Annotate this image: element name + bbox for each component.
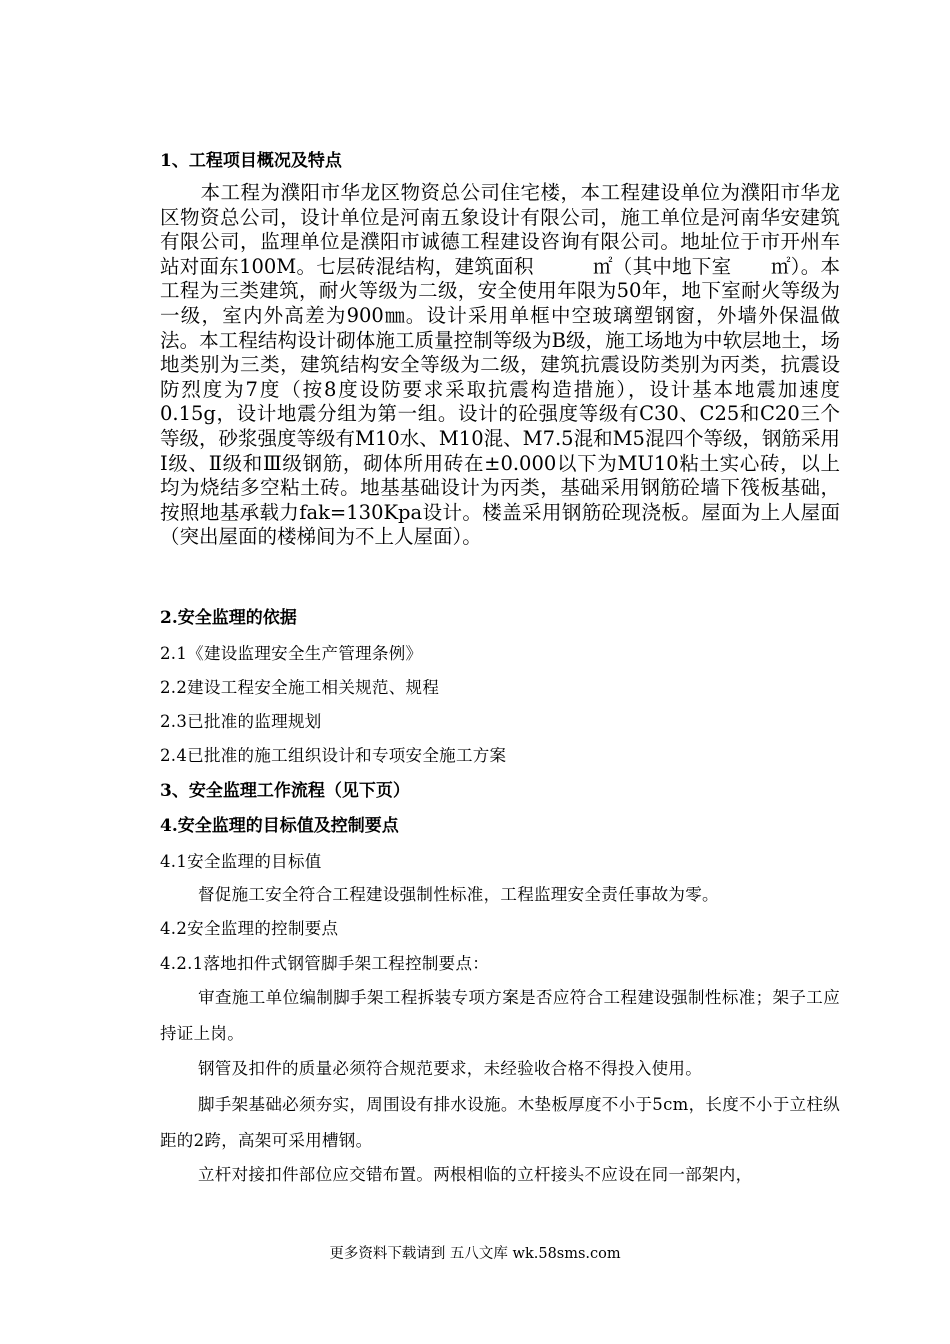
scaffold-foundation-text: 脚手架基础必须夯实，周围设有排水设施。木垫板厚度不小于5cm，长度不小于立柱纵距的2跨，高架可采用槽钢。	[160, 1095, 840, 1150]
item-4-2-1: 4.2.1落地扣件式钢管脚手架工程控制要点：	[160, 954, 490, 973]
overview-paragraph	[160, 181, 840, 550]
heading-targets: 4.安全监理的目标值及控制要点	[160, 816, 399, 836]
goal-text: 督促施工安全符合工程建设强制性标准，工程监理安全责任事故为零。	[198, 885, 719, 904]
pole-joint-text: 立杆对接扣件部位应交错布置。两根相临的立杆接头不应设在同一部架内，	[198, 1165, 753, 1184]
pipe-quality-text: 钢管及扣件的质量必须符合规范要求，未经验收合格不得投入使用。	[198, 1059, 702, 1078]
heading-workflow: 3、安全监理工作流程（见下页）	[160, 781, 410, 801]
overview-text: 本工程为濮阳市华龙区物资总公司住宅楼，本工程建设单位为濮阳市华龙区物资总公司，设计单位是河南五象设计有限公司，施工单位是河南华安建筑有限公司，监理单位是濮阳市诚德工程建设咨询有限公司。地址位于市开州车站对面东100M。七层砖混结构，建筑面积 ㎡（其中地下室 ㎡）。本工程为三类建筑，耐火等级为二级，安全使用年限为50年，地下室耐火等级为一级，室内外高差为900㎜。设计采用单框中空玻璃塑钢窗，外墙外保温做法。本工程结构设计砌体施工质量控制等级为B级，施工场地为中软层地土，场地类别为三类，建筑结构安全等级为二级，建筑抗震设防类别为丙类，抗震设防烈度为7度（按8度设防要求采取抗震构造措施），设计基本地震加速度0.15g，设计地震分组为第一组。设计的砼强度等级有C30、C25和C20三个等级，砂浆强度等级有M10水、M10混、M7.5混和M5混四个等级，钢筋采用Ⅰ级、Ⅱ级和Ⅲ级钢筋，砌体所用砖在±0.000以下为MU10粘土实心砖，以上均为烧结多空粘土砖。地基基础设计为丙类，基础采用钢筋砼墙下筏板基础，按照地基承载力fak=130Kpa设计。楼盖采用钢筋砼现浇板。屋面为上人屋面（突出屋面的楼梯间为不上人屋面）。	[160, 181, 840, 549]
item-4-2: 4.2安全监理的控制要点	[160, 919, 339, 938]
item-2-1: 2.1《建设监理安全生产管理条例》	[160, 644, 423, 663]
heading-basis: 2.安全监理的依据	[160, 608, 297, 628]
item-2-2: 2.2建设工程安全施工相关规范、规程	[160, 678, 440, 697]
scaffold-foundation-paragraph	[160, 1087, 840, 1159]
heading-project-overview: 1、工程项目概况及特点	[160, 151, 342, 171]
item-2-3: 2.3已批准的监理规划	[160, 712, 322, 731]
item-2-4: 2.4已批准的施工组织设计和专项安全施工方案	[160, 746, 507, 765]
footer-source-note: 更多资料下载请到 五八文库 wk.58sms.com	[329, 1246, 621, 1262]
scaffold-plan-text: 审查施工单位编制脚手架工程拆装专项方案是否应符合工程建设强制性标准；架子工应持证上岗。	[160, 988, 840, 1043]
item-4-1: 4.1安全监理的目标值	[160, 852, 322, 871]
scaffold-plan-paragraph	[160, 980, 840, 1052]
